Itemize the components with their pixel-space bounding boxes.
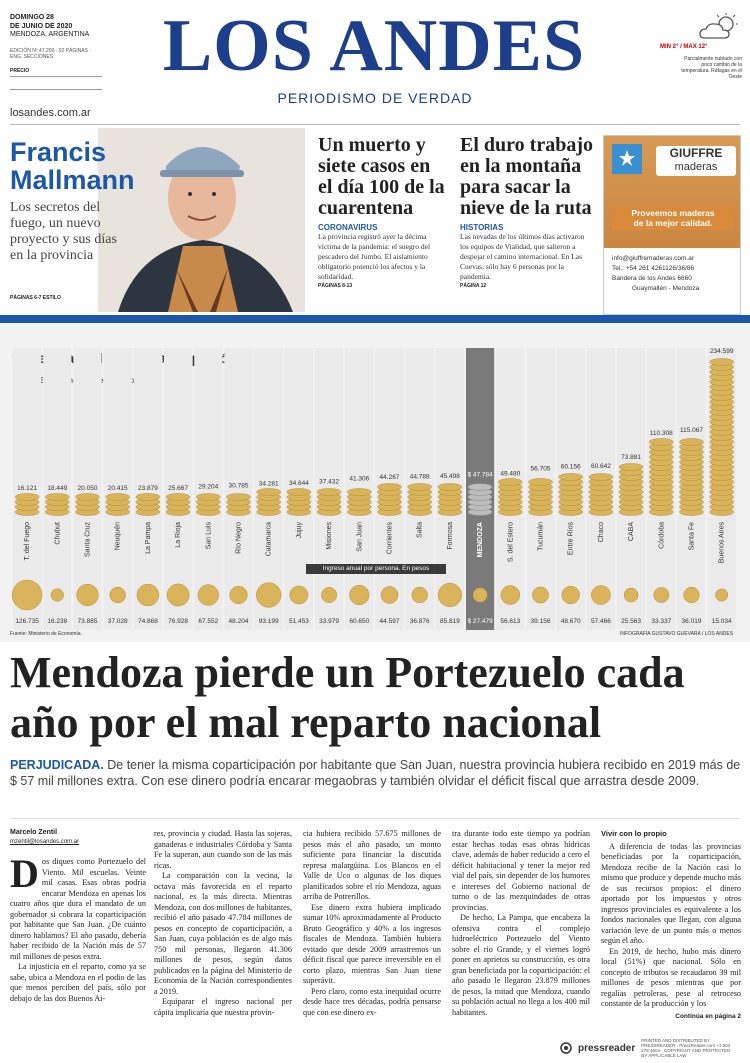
per-person-coin (290, 586, 308, 604)
ad-address-2: Guaymallén - Mendoza (632, 285, 700, 292)
coin-stack-23 (710, 359, 734, 516)
mallmann-pages[interactable]: PÁGINAS 6-7 ESTILO (10, 295, 61, 301)
col5-paragraph-1: A diferencia de todas las provincias beneficiadas por la coparticipación, Mendoza recibe de la Nación casi lo mismo que produce y depende mucho más de sus recursos propios: el dinero aportado por los impuestos y otros ingresos provinciales es equivalente a los fondos nacionales que llegan, con alguna variación leve de un punto más o menos según el año. (601, 841, 741, 945)
per-person-coin (684, 587, 700, 603)
category-label: Córdoba (658, 522, 666, 549)
category-label: Río Negro (235, 522, 243, 554)
per-person-value-label: 37.028 (107, 618, 128, 625)
pressreader-logo[interactable]: pressreader (578, 1042, 636, 1054)
article-col-3 (303, 829, 441, 1018)
per-person-coin (137, 584, 159, 606)
ad-slogan-1: Proveemos maderas (631, 208, 715, 218)
col3-paragraph-1: cia hubiera recibido 57.675 millones de pesos más el año pasado, un monto suficiente para financiar la discutida represa malargüina. Los Blancos en el Valle de Uco o algunas de los diques planificados sobre el río Mendoza, aguas arriba de Potrerillos. (303, 829, 441, 901)
per-person-coin (654, 587, 669, 602)
category-label: La Rioja (175, 522, 183, 548)
weather-text: Parcialmente nublado con poco cambio de la temperatura. Ráfagas en el Oeste (681, 56, 742, 80)
edition-date (10, 14, 110, 40)
coin-stack-13 (408, 484, 432, 516)
teaser-coronavirus[interactable] (318, 135, 448, 289)
per-person-coin (350, 585, 370, 605)
coin-stack-12 (378, 484, 402, 516)
pressreader-icon (560, 1042, 572, 1054)
per-person-value-label: 67.552 (198, 618, 219, 625)
bar-value-label: $ 47.784 (467, 471, 493, 479)
col3-paragraph-3: Pero claro, como esta inequidad ocurre desde hace tres décadas, podría pensarse que con ese dinero ex- (303, 986, 441, 1017)
weather-icon (696, 12, 740, 42)
per-person-coin (438, 583, 462, 607)
category-label: Neuquén (114, 522, 122, 551)
per-person-value-label: 36.876 (409, 618, 430, 625)
coin-stack-2 (76, 494, 100, 516)
per-person-coin (532, 587, 548, 603)
ad-slogan-2: de la mejor calidad. (633, 218, 713, 228)
date-line-2: DE JUNIO DE 2020 (10, 22, 73, 30)
bar-value-label: 18.449 (47, 485, 68, 492)
per-person-coin (381, 586, 398, 603)
bar-value-label: 60.642 (590, 462, 611, 470)
coin-stack-5 (166, 494, 190, 516)
category-label: San Luis (205, 522, 213, 550)
mallmann-name-line-2: Mallmann (10, 165, 135, 195)
col5-paragraph-2: En 2019, de hecho, hubo más dinero local (51%) que nacional. Sólo en concepto de tributos se recaudaron 39 mil millones de pesos mientras que por regalías petroleras, pese al retroceso constante de la producción y los (601, 946, 741, 1008)
author-email[interactable]: mzentil@losandes.com.ar (10, 839, 80, 845)
category-label: Santa Fe (688, 522, 696, 551)
coin-stack-1 (45, 494, 69, 516)
coin-stack-0 (15, 494, 39, 516)
per-person-value-label: 93.199 (258, 618, 279, 625)
edition-meta-text: EDICIÓN Nº 47.200 · 92 PÁGINAS · ENG. SECCIONES (10, 48, 92, 60)
date-line-3: MENDOZA, ARGENTINA (10, 31, 90, 38)
footer-legal: PRINTED AND DISTRIBUTED BY PRESSREADER · PressReader.com +1 604 278 4604 · COPYRIGHT AND PROTECTED BY APPLICABLE LAW (641, 1038, 731, 1058)
bar-value-label: 29.204 (198, 483, 219, 491)
edition-meta (10, 48, 102, 90)
newspaper-logo: LOS ANDES (162, 5, 586, 87)
per-person-coin (77, 584, 99, 606)
bar-value-label: 20.415 (107, 485, 128, 492)
coin-stack-3 (106, 494, 130, 516)
bar-value-label: 49.480 (500, 470, 521, 478)
lead-text: De tener la misma coparticipación por habitante que San Juan, nuestra provincia hubiera recibido en 2019 más de $ 57 mil millones extra. Con ese dinero podría encarar megaobras y también olvidar el déficit fiscal que arrastra desde 2009. (10, 758, 741, 788)
weather-box (660, 12, 742, 92)
ad-brand-2: maderas (674, 161, 718, 173)
per-person-value-label: 36.019 (681, 618, 702, 625)
teaser-historias[interactable] (460, 135, 593, 289)
per-person-value-label: 33.337 (651, 618, 672, 625)
per-person-value-label: 15.034 (711, 618, 732, 625)
continued-link[interactable]: Continúa en página 2 (675, 1012, 741, 1020)
covid-headline: Un muerto y siete casos en el día 100 de la cuarentena (318, 134, 445, 219)
coin-stack-21 (649, 439, 673, 516)
historias-kicker: HISTORIAS (460, 223, 504, 232)
mallmann-description: Los secretos del fuego, un nuevo proyecto y sus días en la provincia (10, 200, 117, 263)
dropcap: D (10, 851, 39, 896)
author-name: Marcelo Zentil (10, 829, 58, 836)
per-person-value-label: 74.868 (137, 618, 158, 625)
per-person-coin (412, 587, 428, 603)
article-col-1 (10, 851, 146, 1004)
per-person-coin (473, 588, 487, 602)
bar-value-label: 23.879 (137, 485, 158, 492)
category-label: Tucumán (537, 522, 545, 551)
site-url[interactable]: losandes.com.ar (10, 107, 91, 119)
category-label: Entre Ríos (567, 522, 575, 556)
bar-value-label: 45.498 (439, 472, 460, 480)
coin-stack-18 (559, 474, 583, 516)
coin-stack-11 (347, 489, 371, 516)
ad-phone[interactable]: Tel.: +54 261 4261126/36/86 (612, 265, 695, 272)
bar-value-label: 115.067 (679, 426, 704, 434)
historias-headline: El duro trabajo en la montaña para sacar la nieve de la ruta (460, 134, 593, 219)
per-person-value-label: 85.819 (439, 618, 460, 625)
giuffre-ad[interactable] (603, 135, 741, 315)
bar-value-label: 25.667 (168, 485, 189, 492)
bar-value-label: 60.156 (560, 463, 581, 471)
bar-value-label: 34.281 (258, 480, 279, 488)
bar-value-label: 20.050 (77, 485, 98, 492)
per-person-value-label: 39.156 (530, 618, 551, 625)
per-person-coin (321, 587, 336, 602)
infographic-top-bar (0, 315, 750, 323)
per-person-value-label: 76.928 (168, 618, 189, 625)
historias-body: Las nevadas de los últimos días activaron los equipos de Vialidad, que salieron a despejar el camino internacional. En Las Cuevas, sólo hay 6 personas por la pandemia. (460, 232, 585, 281)
coin-stack-17 (529, 479, 553, 516)
per-person-coin (256, 583, 281, 608)
article-col-4 (452, 829, 590, 1018)
per-person-value-label: 48.670 (560, 618, 581, 625)
col4-paragraph-1: tra durante todo este tiempo ya podrían estar hechas todas esas obras hídricas clave, además de haber reducido a cero el déficit habitacional y tener la mejor red vial del país, sin depender de los humores e intereses del Gobierno nacional de turno o de las mezquindades de otras provincias. (452, 829, 590, 912)
mallmann-name[interactable] (10, 138, 135, 194)
category-label: Catamarca (265, 522, 273, 557)
coin-stack-4 (136, 494, 160, 516)
category-label: T. del Fuego (24, 522, 32, 561)
col2-paragraph-2: La comparación con la vecina, la octava más favorecida en el reparto nacional, es la más directa. Mientras Mendoza, con dos millones de habitantes, recibió el año pasado 47.784 millones de pesos en concepto de coparticipación, a San Juan, cuya población es de algo más 750 mil personas, llegaron 41.306 millones de pesos, según datos publicados en la página del Ministerio de Economía de la Nación correspondientes a 2019. (154, 871, 292, 996)
lead-divider (10, 818, 740, 819)
per-person-value-label: 48.204 (228, 618, 249, 625)
per-person-value-label: 44.597 (379, 618, 400, 625)
bar-value-label: 16.121 (17, 485, 38, 492)
per-person-value-label: 73.885 (77, 618, 98, 625)
bar-value-label: 110.308 (649, 430, 673, 438)
col3-paragraph-2: Ese dinero extra hubiera implicado sumar 10% aproximadamente al Producto Bruto Geográfico y 40% a los ingresos fiscales de Mendoza. También hubiera evitado que desde 2009 arrastremos un déficit fiscal que parece irreversible en el corto plazo, mientras San Juan tiene superávit. (303, 902, 441, 985)
category-label: Chubut (54, 522, 62, 545)
per-person-label: Ingreso anual por persona. En pesos (306, 564, 446, 574)
bar-value-label: 30.785 (228, 482, 249, 490)
coin-stack-8 (257, 489, 281, 516)
infographic-source: Fuente: Ministerio de Economía. (10, 631, 82, 637)
per-person-coin (716, 589, 728, 601)
main-lead (10, 757, 745, 789)
category-label: Jujuy (295, 522, 303, 539)
footer-bar (560, 1038, 740, 1058)
per-person-coin (51, 589, 64, 602)
coin-stack-22 (680, 439, 704, 516)
bar-value-label: 234.599 (709, 348, 734, 355)
per-person-coin (198, 585, 219, 606)
category-label: Santa Cruz (84, 522, 92, 558)
category-label: S. del Estero (507, 522, 515, 563)
per-person-value-label: 51.453 (288, 618, 309, 625)
mallmann-name-line-1: Francis (10, 137, 107, 167)
ad-flag-icon (612, 144, 642, 174)
per-person-coin (230, 586, 248, 604)
ad-address-1: Bandera de los Andes 6660 (612, 275, 692, 282)
per-person-coin (501, 586, 520, 605)
historias-pages: PÁGINA 12 (460, 283, 487, 289)
article-col-2 (154, 829, 292, 1018)
coin-stack-20 (619, 464, 643, 516)
ad-email[interactable]: info@giuffremaderas.com.ar (612, 255, 694, 262)
price-table (10, 76, 102, 90)
covid-kicker: CORONAVIRUS (318, 223, 378, 232)
bar-value-label: 37.432 (319, 478, 340, 486)
per-person-value-label: 33.979 (319, 618, 340, 625)
per-person-value-label: 56.613 (500, 618, 521, 625)
col2-paragraph-3: Equiparar el ingreso nacional per cápita implicaría que nuestra provin- (154, 997, 292, 1017)
col2-paragraph-1: res, provincia y ciudad. Hasta las sojeras, ganaderas e industriales Córdoba y Santa Fe la superan, aun cuando son de las más ricas. (154, 829, 292, 870)
per-person-value-label: 57.466 (590, 618, 611, 625)
per-person-value-label: $ 27.479 (467, 618, 493, 625)
coin-stack-15 (468, 484, 492, 516)
ad-brand-1: GIUFFRE (669, 146, 723, 160)
per-person-value-label: 25.563 (621, 618, 642, 625)
category-label: Corrientes (386, 522, 394, 555)
masthead-divider (10, 124, 740, 125)
article-col-5 (601, 829, 741, 1022)
coin-stack-6 (196, 494, 220, 516)
col5-subheading: Vivir con lo propio (601, 829, 667, 838)
col4-paragraph-2: De hecho, La Pampa, que encabeza la ofensiva contra el complejo hidroeléctrico Portezuelo del Viento sobre el río Grande, y el viernes logró poner en aprietos su construcción, es otra gran beneficiada por la coparticipación: el año pasado le llegaron 23.879 millones de pesos, la mitad que Mendoza, cuando su población actual no llega a los 400 mil habitantes. (452, 913, 590, 1017)
category-label: CABA (628, 522, 636, 542)
per-person-value-label: 16.238 (47, 618, 68, 625)
coin-stack-10 (317, 489, 341, 516)
coin-stack-7 (227, 494, 251, 516)
col1-paragraph-2: La injusticia en el reparto, como ya se sabe, ubica a Mendoza en el podio de las que menos perciben del país, sólo por debajo de las dos Buenos Ai- (10, 962, 146, 1003)
tagline: PERIODISMO DE VERDAD (277, 90, 473, 106)
bar-value-label: 41.306 (349, 475, 370, 483)
bar-value-label: 34.644 (288, 480, 309, 488)
coin-stack-14 (438, 484, 462, 516)
per-person-coin (562, 586, 580, 604)
category-label: Formosa (446, 522, 454, 550)
bar-value-label: 44.267 (379, 473, 400, 481)
category-label: MENDOZA (477, 522, 485, 558)
bar-value-label: 56.705 (530, 465, 551, 473)
bar-value-label: 73.881 (621, 454, 642, 462)
per-person-coin (167, 584, 189, 606)
category-label: Buenos Aires (718, 522, 726, 564)
covid-pages: PÁGINAS 8-13 (318, 283, 353, 289)
per-person-coin (591, 585, 610, 604)
weather-temps: MIN 2° / MAX 12° (660, 44, 708, 50)
coin-stack-9 (287, 489, 311, 516)
per-person-coin (12, 580, 42, 610)
category-label: Misiones (326, 522, 334, 550)
price-label: PRECIO (10, 68, 30, 74)
main-headline[interactable]: Mendoza pierde un Portezuelo cada año por el mal reparto nacional (10, 648, 685, 747)
ad-wood-panel (604, 136, 740, 248)
category-label: Salta (416, 522, 424, 538)
per-person-value-label: 126.735 (15, 618, 39, 625)
category-label: Chaco (597, 522, 605, 543)
category-label: San Juan (356, 522, 364, 552)
coin-stack-19 (589, 474, 613, 516)
per-person-value-label: 60.650 (349, 618, 370, 625)
per-person-coin (110, 587, 126, 603)
infographic-credit: INFOGRAFÍA GUSTAVO GUEVARA / LOS ANDES (620, 631, 734, 637)
category-label: La Pampa (144, 522, 152, 554)
bar-value-label: 44.788 (409, 473, 430, 481)
per-person-coin (624, 588, 638, 602)
col1-paragraph-1: os diques como Portezuelo del Viento. Mil escuelas. Veinte mil casas. Esas obras podría encarar Mendoza en apenas los cuatro años que dura el mandato de un gobernador si cobrara la coparticipación por habitante que San Juan. ¿De cuánto dinero hablamos? El año pasado, debería haber recibido de la Nación más de 57 mil millones de pesos extra. (10, 857, 146, 961)
date-line-1: DOMINGO 28 (10, 14, 54, 21)
coin-stack-16 (498, 479, 522, 516)
covid-body: La provincia registró ayer la décima víctima de la pandemia: el suegro del pescadero del Jumbo. El aislamiento obligatorio potenció los afectos y la solidaridad. (318, 232, 431, 281)
coparticipation-chart (0, 340, 750, 632)
lead-kicker: PERJUDICADA. (10, 758, 104, 772)
